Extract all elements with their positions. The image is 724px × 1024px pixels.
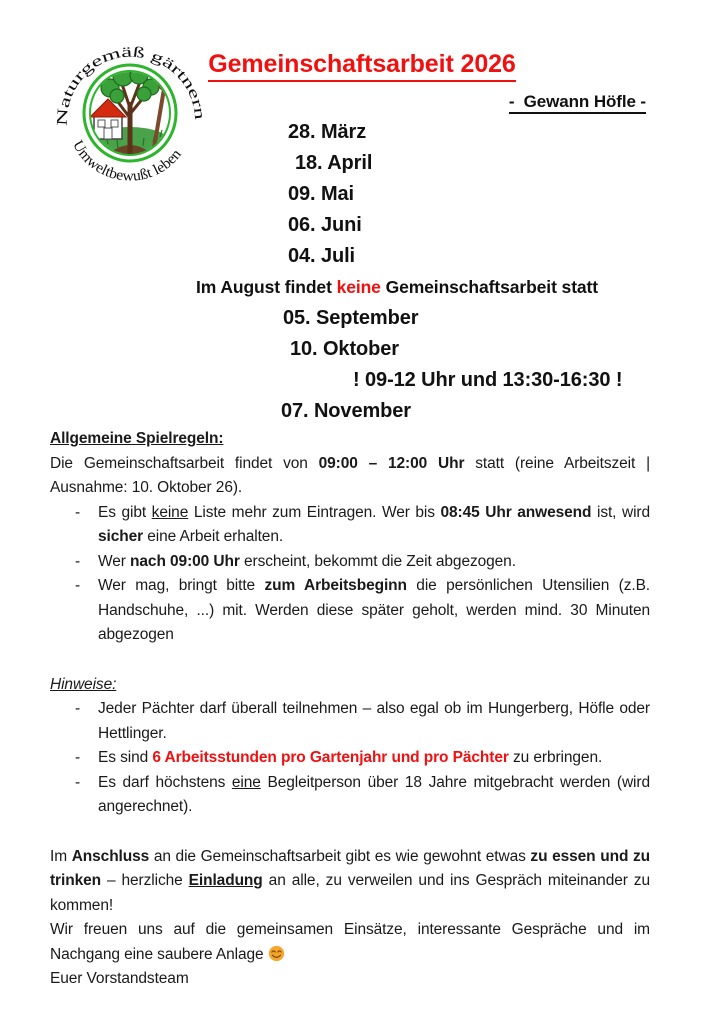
smiley-emoji-icon — [268, 945, 285, 962]
schedule-date: 10. Oktober — [290, 338, 399, 360]
section-gap — [50, 648, 650, 673]
rules-bullet-2: - Wer nach 09:00 Uhr erscheint, bekommt die Zeit abgezogen. — [50, 550, 650, 575]
page-title-text: Gemeinschaftsarbeit 2026 — [208, 50, 515, 82]
schedule-list — [0, 117, 724, 427]
hints-bullet-2: - Es sind 6 Arbeitsstunden pro Gartenjahr und pro Pächter zu erbringen. — [50, 746, 650, 771]
page-title — [0, 50, 724, 82]
bullet-dash: - — [75, 577, 81, 594]
rules-bullet-3: - Wer mag, bringt bitte zum Arbeitsbeginn die persönlichen Utensilien (z.B. Handschuhe, ...) mit. Werden diese später geholt, werden mind. 30 Minuten abgezogen — [50, 574, 650, 648]
schedule-date: 18. April — [295, 152, 373, 174]
rules-bullet-1: - Es gibt keine Liste mehr zum Eintragen. Wer bis 08:45 Uhr anwesend ist, wird sicher eine Arbeit erhalten. — [50, 501, 650, 550]
section-gap — [50, 820, 650, 845]
october-hours-note: ! 09-12 Uhr und 13:30-16:30 ! — [353, 369, 623, 391]
bullet-dash: - — [75, 700, 81, 717]
closing-paragraph-1: Im Anschluss an die Gemeinschaftsarbeit gibt es wie gewohnt etwas zu essen und zu trinken – herzliche Einladung an alle, zu verweilen und ins Gespräch miteinander zu kommen! — [50, 847, 650, 914]
schedule-date: 05. September — [283, 307, 419, 329]
logo-arc-bottom-text: Umweltbewußt leben — [69, 138, 185, 185]
bullet-dash: - — [75, 503, 81, 521]
logo-arc-top-text: Naturgemäß gärtnern — [54, 44, 207, 127]
schedule-date: 28. März — [288, 121, 367, 143]
closing-paragraph-2: Wir freuen uns auf die gemeinsamen Einsätze, interessante Gespräche und im Nachgang eine saubere Anlage — [50, 921, 650, 963]
body-text — [50, 427, 650, 992]
schedule-date: 07. November — [281, 400, 411, 422]
hints-heading: Hinweise: — [50, 675, 117, 693]
hints-bullet-1: - Jeder Pächter darf überall teilnehmen – also egal ob im Hungerberg, Höfle oder Hettlinger. — [50, 697, 650, 746]
bullet-dash: - — [75, 552, 81, 570]
signature: Euer Vorstandsteam — [50, 970, 189, 987]
location-label: - Gewann Höfle - — [509, 92, 646, 114]
hints-bullet-3: - Es darf höchstens eine Begleitperson über 18 Jahre mitgebracht werden (wird angerechnet). — [50, 771, 650, 820]
schedule-date: 04. Juli — [288, 245, 356, 267]
bullet-dash: - — [75, 749, 81, 766]
schedule-date: 09. Mai — [288, 183, 354, 205]
rules-heading: Allgemeine Spielregeln: — [50, 430, 224, 447]
schedule-date: 06. Juni — [288, 214, 362, 236]
bullet-dash: - — [75, 773, 81, 791]
rules-intro: Die Gemeinschaftsarbeit findet von 09:00 – 12:00 Uhr statt (reine Arbeitszeit | Ausnahme: 10. Oktober 26). — [50, 454, 650, 496]
august-note: Im August findet keine Gemeinschaftsarbeit statt — [196, 277, 599, 297]
